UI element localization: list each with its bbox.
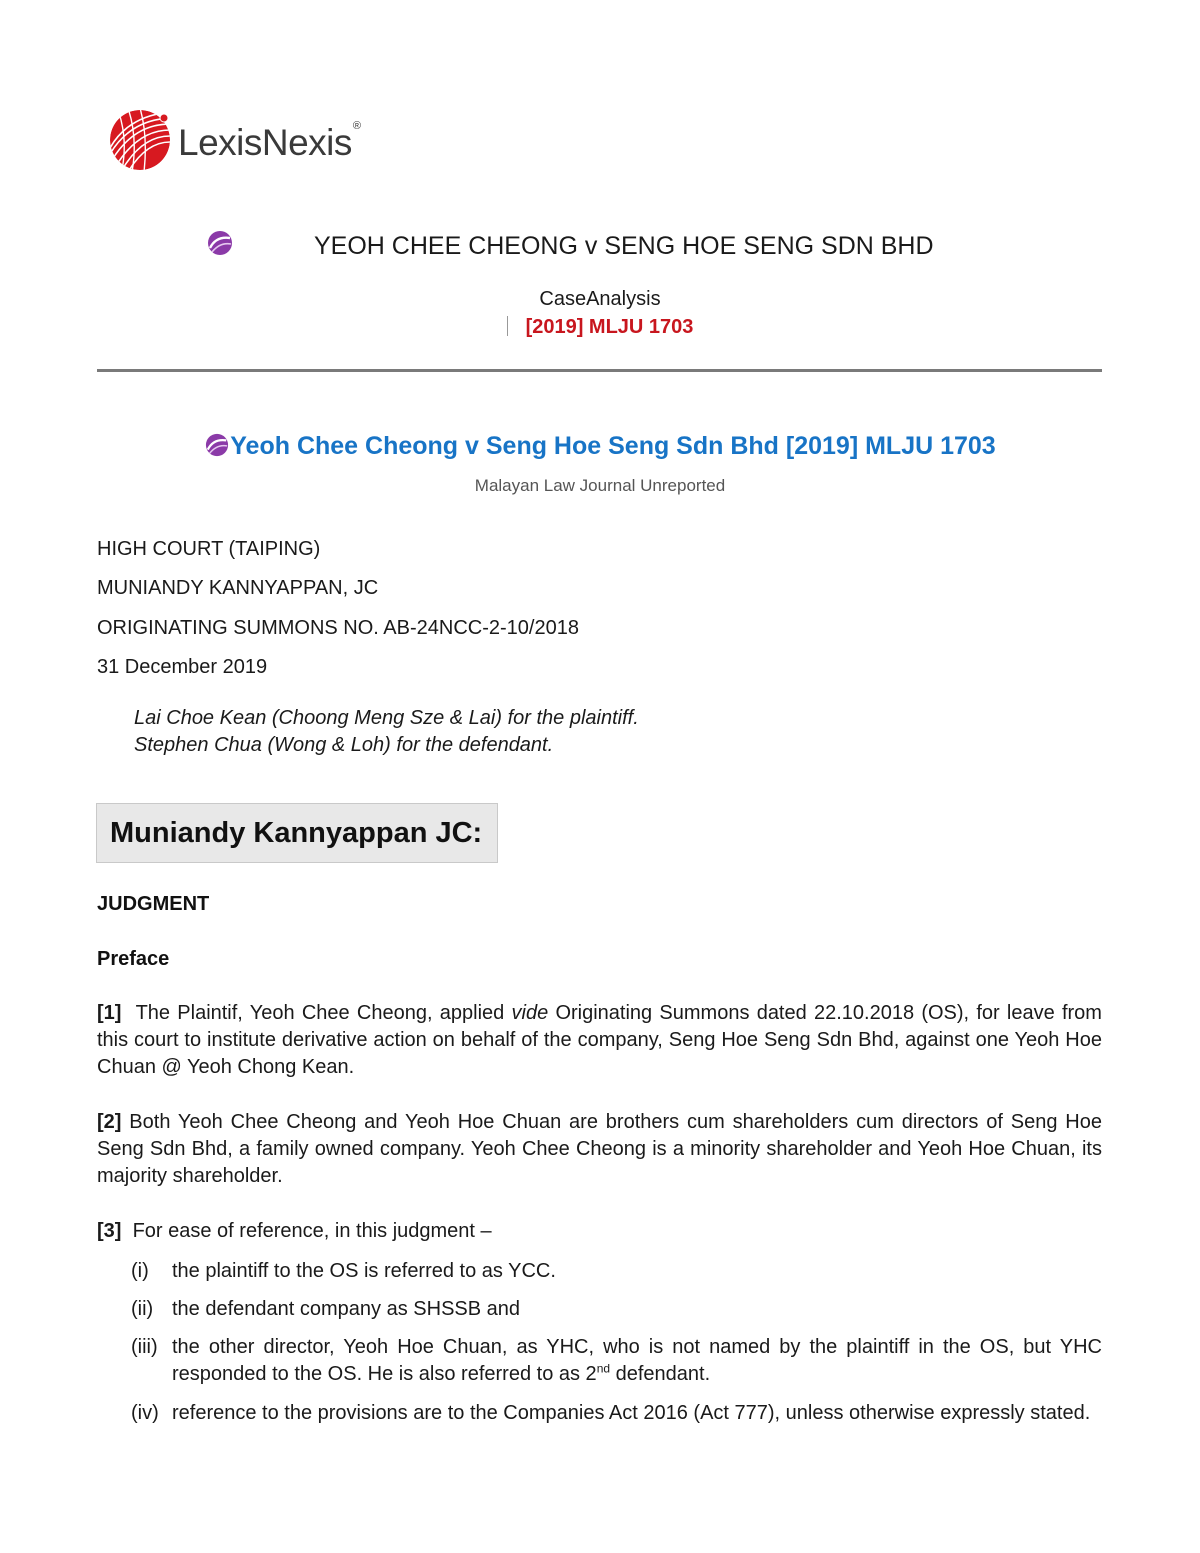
list-item: (iv) reference to the provisions are to the Companies Act 2016 (Act 777), unless otherwise expressly stated. bbox=[131, 1402, 1091, 1424]
citation-divider bbox=[507, 316, 508, 336]
case-analysis-label: CaseAnalysis bbox=[539, 288, 661, 310]
paragraph-number: [2] bbox=[97, 1111, 122, 1133]
paragraph-2: [2] Both Yeoh Chee Cheong and Yeoh Hoe Chuan are brothers cum shareholders cum directors of Seng Hoe Seng Sdn Bhd, a family owned company. Yeoh Chee Cheong is a minority shareholder and Yeoh Hoe Chuan, its majority shareholder. bbox=[97, 1111, 1102, 1187]
lexisnexis-logo bbox=[108, 108, 361, 172]
decision-date: 31 December 2019 bbox=[97, 656, 268, 678]
citation: [2019] MLJU 1703 bbox=[525, 316, 694, 338]
judgment-heading: JUDGMENT bbox=[97, 893, 210, 915]
lexisnexis-logo-icon bbox=[108, 108, 172, 172]
case-title-link[interactable]: Yeoh Chee Cheong v Seng Hoe Seng Sdn Bhd [2019] MLJU 1703 bbox=[230, 432, 996, 460]
judge-heading: Muniandy Kannyappan JC: bbox=[110, 817, 483, 849]
swirl-icon bbox=[204, 433, 230, 457]
counsel-defendant: Stephen Chua (Wong & Loh) for the defendant. bbox=[134, 734, 554, 756]
case-main-title bbox=[0, 432, 1200, 461]
header-divider bbox=[97, 369, 1102, 372]
counsel-plaintiff: Lai Choe Kean (Choong Meng Sze & Lai) for the plaintiff. bbox=[134, 707, 639, 729]
paragraph-number: [3] bbox=[97, 1220, 122, 1242]
citation-row bbox=[0, 316, 1200, 339]
judge-name: MUNIANDY KANNYAPPAN, JC bbox=[97, 577, 379, 599]
judge-heading-box bbox=[96, 803, 498, 863]
list-item: (iii) the other director, Yeoh Hoe Chuan, as YHC, who is not named by the plaintiff in the OS, but YHC responded to the OS. He is also referred to as 2nd defendant. bbox=[131, 1336, 1102, 1385]
list-item: (i) the plaintiff to the OS is referred to as YCC. bbox=[131, 1260, 556, 1282]
case-title: YEOH CHEE CHEONG v SENG HOE SENG SDN BHD bbox=[314, 232, 934, 260]
journal-name: Malayan Law Journal Unreported bbox=[474, 476, 726, 495]
case-number: ORIGINATING SUMMONS NO. AB-24NCC-2-10/2018 bbox=[97, 617, 579, 639]
court-name: HIGH COURT (TAIPING) bbox=[97, 538, 321, 560]
paragraph-3: [3] For ease of reference, in this judgment – bbox=[97, 1220, 492, 1242]
preface-heading: Preface bbox=[97, 948, 170, 970]
case-header bbox=[206, 228, 1106, 264]
swirl-icon bbox=[206, 230, 234, 256]
paragraph-number: [1] bbox=[97, 1002, 122, 1024]
logo-wordmark: LexisNexis® bbox=[178, 120, 361, 163]
list-item: (ii) the defendant company as SHSSB and bbox=[131, 1298, 521, 1320]
paragraph-1: [1] The Plaintif, Yeoh Chee Cheong, applied vide Originating Summons dated 22.10.2018 (OS), for leave from this court to institute derivative action on behalf of the company, Seng Hoe Seng Sdn Bhd, against one Yeoh Hoe Chuan @ Yeoh Chong Kean. bbox=[97, 1002, 1102, 1078]
